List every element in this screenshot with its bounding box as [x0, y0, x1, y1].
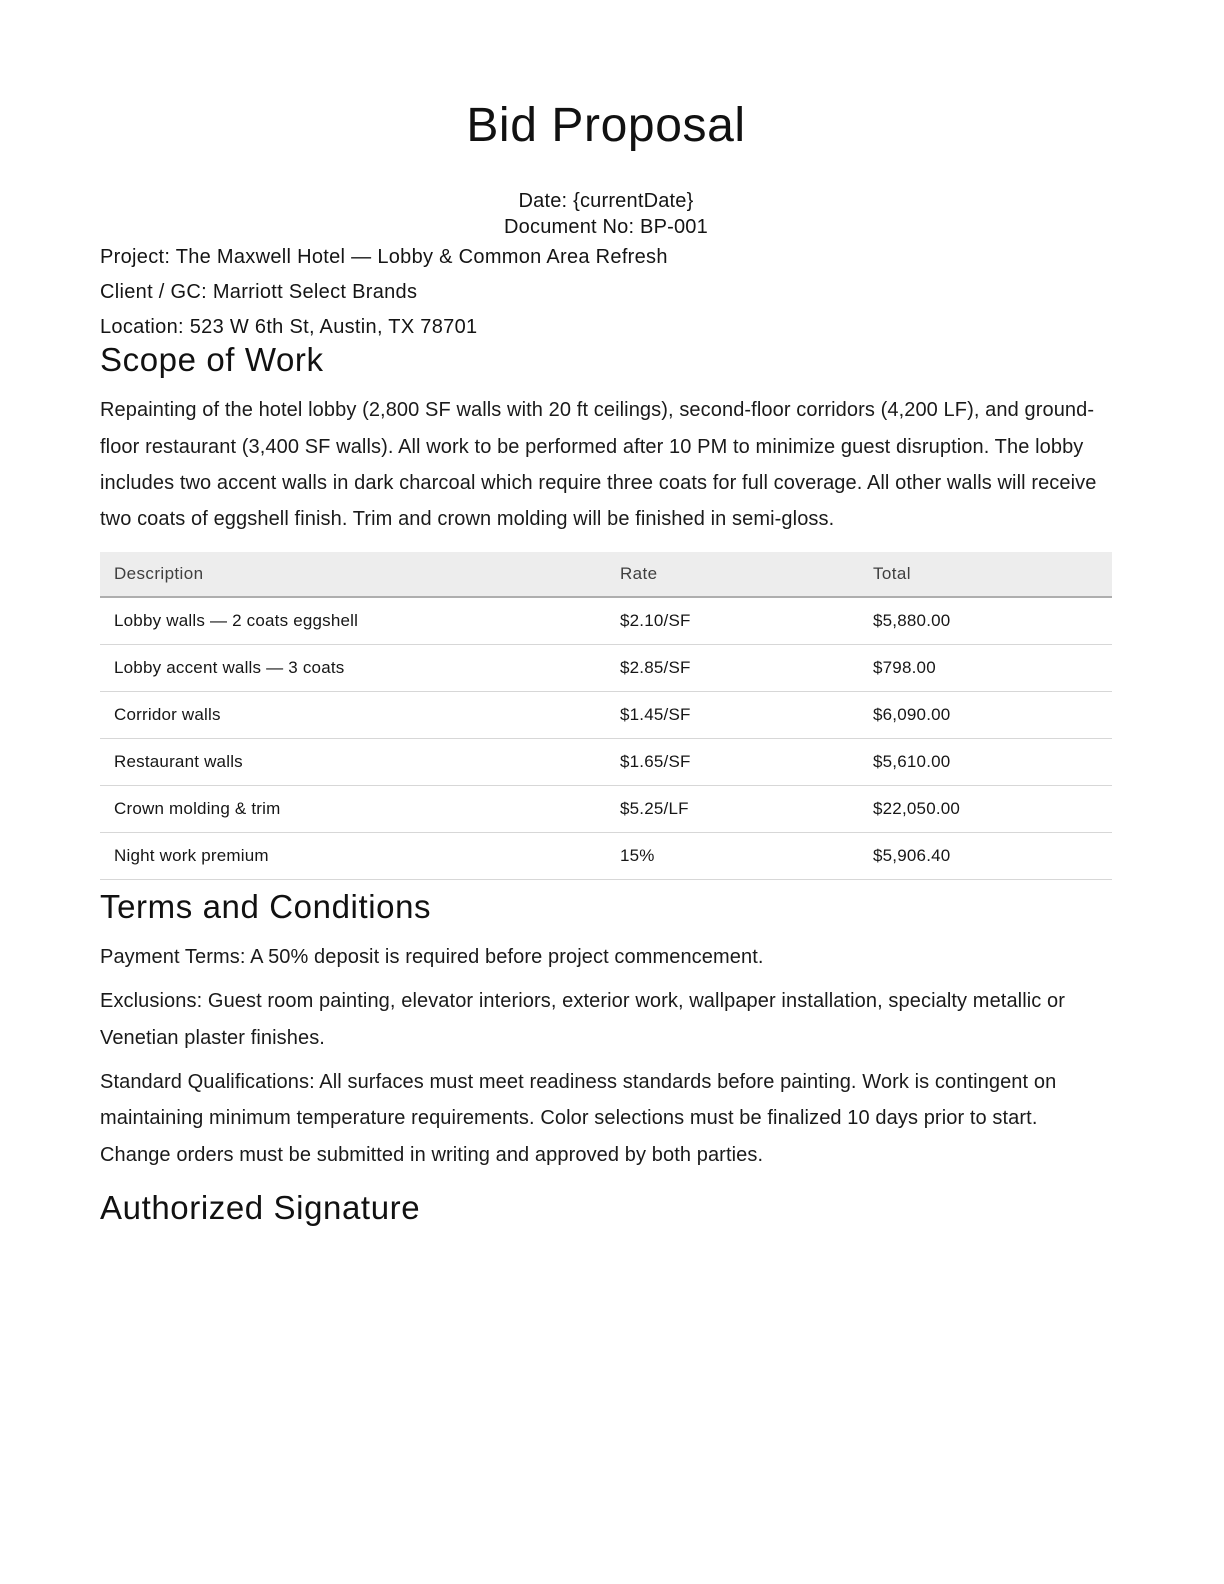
document-meta-left: [100, 240, 1112, 345]
cell-rate: $1.65/SF: [606, 738, 859, 785]
authorized-signature-heading: Authorized Signature: [100, 1189, 421, 1227]
cell-total: $798.00: [859, 644, 1112, 691]
cell-description: Restaurant walls: [100, 738, 606, 785]
document-number-line: [100, 214, 1112, 240]
cell-total: $5,906.40: [859, 832, 1112, 879]
column-header-description: Description: [100, 552, 606, 597]
project-label: Project:: [100, 246, 171, 269]
payment-terms-paragraph: Payment Terms: A 50% deposit is required before project commencement.: [100, 945, 764, 968]
column-header-total: Total: [859, 552, 1112, 597]
client-line: [100, 275, 1112, 310]
date-line: [100, 188, 1112, 214]
client-value: Marriott Select Brands: [212, 281, 418, 304]
cell-rate: 15%: [606, 832, 859, 879]
cell-rate: $5.25/LF: [606, 785, 859, 832]
document-number-value: BP-001: [640, 215, 708, 238]
scope-of-work-heading: Scope of Work: [100, 341, 324, 379]
cell-description: Corridor walls: [100, 691, 606, 738]
cell-rate: $2.10/SF: [606, 597, 859, 645]
cell-description: Lobby walls — 2 coats eggshell: [100, 597, 606, 645]
project-value: The Maxwell Hotel — Lobby & Common Area Refresh: [175, 246, 668, 269]
page-title: Bid Proposal: [466, 99, 746, 152]
cell-rate: $2.85/SF: [606, 644, 859, 691]
table-row: [100, 832, 1112, 879]
cell-total: $5,610.00: [859, 738, 1112, 785]
location-label: Location:: [100, 316, 184, 339]
pricing-table-header-row: [100, 552, 1112, 597]
document-number-label: Document No:: [504, 215, 635, 238]
table-row: [100, 691, 1112, 738]
table-row: [100, 738, 1112, 785]
date-value: {currentDate}: [573, 189, 694, 212]
cell-total: $5,880.00: [859, 597, 1112, 645]
client-label: Client / GC:: [100, 281, 207, 304]
cell-description: Lobby accent walls — 3 coats: [100, 644, 606, 691]
cell-total: $6,090.00: [859, 691, 1112, 738]
pricing-table: [100, 552, 1112, 880]
date-label: Date:: [518, 189, 568, 212]
scope-of-work-paragraph: Repainting of the hotel lobby (2,800 SF walls with 20 ft ceilings), second-floor corridors (4,200 LF), and ground-floor restaurant (3,400 SF walls). All work to be performed after 10 PM to minimize guest disruption. The lobby includes two accent walls in dark charcoal which require three coats for full coverage. All other walls will receive two coats of eggshell finish. Trim and crown molding will be finished in semi-gloss.: [100, 399, 1097, 531]
table-row: [100, 597, 1112, 645]
cell-description: Crown molding & trim: [100, 785, 606, 832]
terms-and-conditions-heading: Terms and Conditions: [100, 887, 432, 925]
column-header-rate: Rate: [606, 552, 859, 597]
table-row: [100, 644, 1112, 691]
exclusions-paragraph: Exclusions: Guest room painting, elevator interiors, exterior work, wallpaper installation, specialty metallic or Venetian plaster finishes.: [100, 990, 1066, 1049]
table-row: [100, 785, 1112, 832]
location-value: 523 W 6th St, Austin, TX 78701: [189, 316, 478, 339]
cell-rate: $1.45/SF: [606, 691, 859, 738]
cell-description: Night work premium: [100, 832, 606, 879]
cell-total: $22,050.00: [859, 785, 1112, 832]
document-meta-centered: [100, 188, 1112, 241]
standard-qualifications-paragraph: Standard Qualifications: All surfaces must meet readiness standards before painting. Work is contingent on maintaining minimum temperature requirements. Color selections must be finalized 10 days prior to start. Change orders must be submitted in writing and approved by both parties.: [100, 1070, 1057, 1166]
project-line: [100, 240, 1112, 275]
